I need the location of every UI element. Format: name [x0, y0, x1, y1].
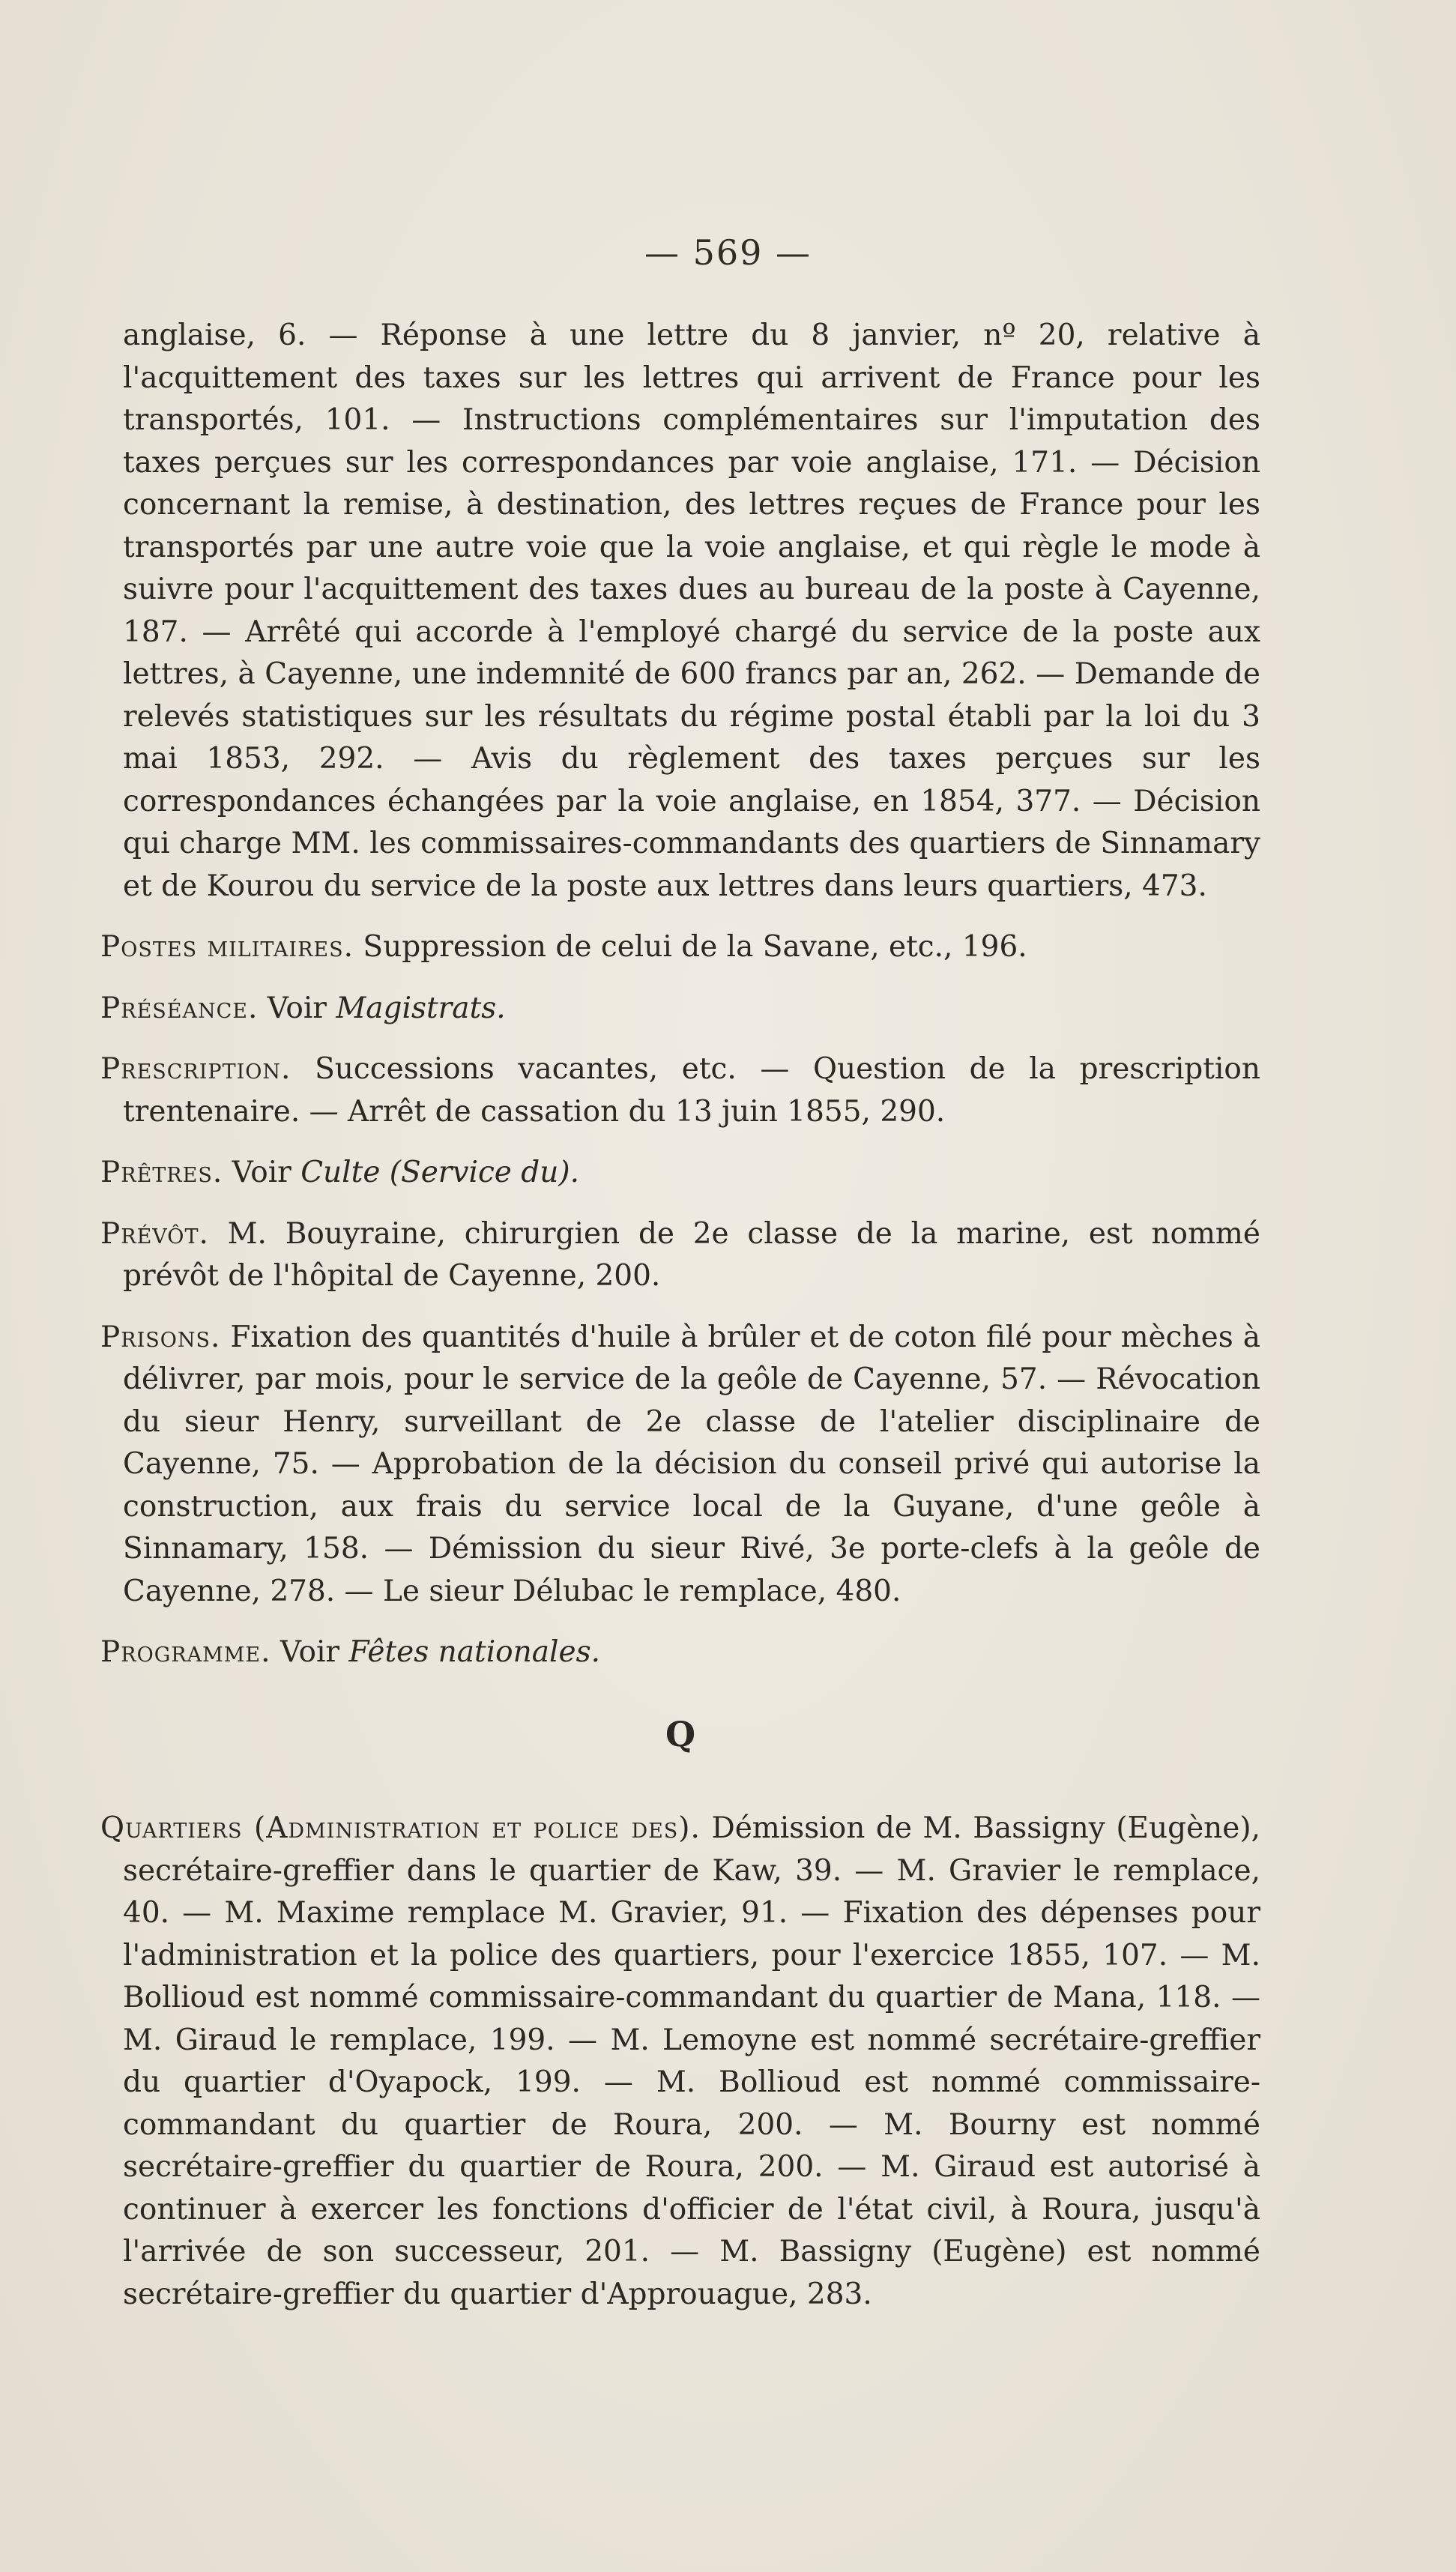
entry-text: M. Bouyraine, chirurgien de 2e classe de la marine, est nommé prévôt de l'hôpital de Cayenne, 200.: [123, 1216, 1260, 1293]
index-entry: [100, 1048, 1260, 1133]
page-number: — 569 —: [644, 232, 812, 273]
index-entry: [100, 1631, 1260, 1674]
entry-text: Voir: [258, 991, 336, 1025]
index-entry: [100, 1213, 1260, 1298]
entry-head: Prisons.: [100, 1320, 221, 1354]
entry-text: Démission de M. Bassigny (Eugène), secrétaire-greffier dans le quartier de Kaw, 39. — M. Gravier le remplace, 40. — M. Maxime remplace M. Gravier, 91. — Fixation des dépenses pour l'administration et la police des quartiers, pour l'exercice 1855, 107. — M. Bollioud est nommé commissaire-commandant du quartier de Mana, 118. — M. Giraud le remplace, 199. — M. Lemoyne est nommé secrétaire-greffier du quartier d'Oyapock, 199. — M. Bollioud est nommé commissaire-commandant du quartier de Roura, 200. — M. Bourny est nommé secrétaire-greffier du quartier de Roura, 200. — M. Giraud est autorisé à continuer à exercer les fonctions d'officier de l'état civil, à Roura, jusqu'à l'arrivée de son successeur, 201. — M. Bassigny (Eugène) est nommé secrétaire-greffier du quartier d'Approuague, 283.: [123, 1811, 1260, 2311]
entry-head: Postes militaires.: [100, 930, 354, 964]
index-entry: [100, 315, 1260, 908]
entry-reference: Fêtes nationales.: [348, 1635, 600, 1669]
entry-text: Fixation des quantités d'huile à brûler et de coton filé pour mèches à délivrer, par mois, pour le service de la geôle de Cayenne, 57. — Révocation du sieur Henry, surveillant de 2e classe de l'atelier disciplinaire de Cayenne, 75. — Approbation de la décision du conseil privé qui autorise la construction, aux frais du service local de la Guyane, d'une geôle à Sinnamary, 158. — Démission du sieur Rivé, 3e porte-clefs à la geôle de Cayenne, 278. — Le sieur Délubac le remplace, 480.: [123, 1320, 1260, 1608]
entry-text: Voir: [271, 1635, 349, 1669]
entry-head: Prêtres.: [100, 1156, 223, 1189]
index-entry: [100, 1808, 1260, 2316]
entry-text: Successions vacantes, etc. — Question de la prescription trentenaire. — Arrêt de cassation du 13 juin 1855, 290.: [123, 1052, 1260, 1129]
entry-head: Prévôt.: [100, 1216, 209, 1251]
entry-reference: Culte (Service du).: [300, 1156, 579, 1189]
index-entries: [100, 315, 1260, 2334]
entry-reference: Magistrats.: [336, 991, 506, 1025]
entry-head: Programme.: [100, 1635, 271, 1669]
index-entry: [100, 988, 1260, 1030]
index-entry: [100, 926, 1260, 969]
section-letter-heading: Q: [665, 1713, 696, 1754]
entry-text: Voir: [223, 1156, 301, 1189]
entry-head: Quartiers (Administration et police des).: [100, 1811, 701, 1845]
index-entry: [100, 1152, 1260, 1195]
entry-text: anglaise, 6. — Réponse à une lettre du 8 janvier, nº 20, relative à l'acquittement des taxes sur les lettres qui arrivent de France pour les transportés, 101. — Instructions complémentaires sur l'imputation des taxes perçues sur les correspondances par voie anglaise, 171. — Décision concernant la remise, à destination, des lettres reçues de France pour les transportés par une autre voie que la voie anglaise, et qui règle le mode à suivre pour l'acquittement des taxes dues au bureau de la poste à Cayenne, 187. — Arrêté qui accorde à l'employé chargé du service de la poste aux lettres, à Cayenne, une indemnité de 600 francs par an, 262. — Demande de relevés statistiques sur les résultats du régime postal établi par la loi du 3 mai 1853, 292. — Avis du règlement des taxes perçues sur les correspondances échangées par la voie anglaise, en 1854, 377. — Décision qui charge MM. les commissaires-commandants des quartiers de Sinnamary et de Kourou du service de la poste aux lettres dans leurs quartiers, 473.: [123, 319, 1260, 903]
entry-head: Prescription.: [100, 1052, 291, 1086]
index-entry: [100, 1317, 1260, 1613]
entry-text: Suppression de celui de la Savane, etc., 196.: [354, 930, 1027, 964]
entry-head: Préséance.: [100, 991, 259, 1025]
